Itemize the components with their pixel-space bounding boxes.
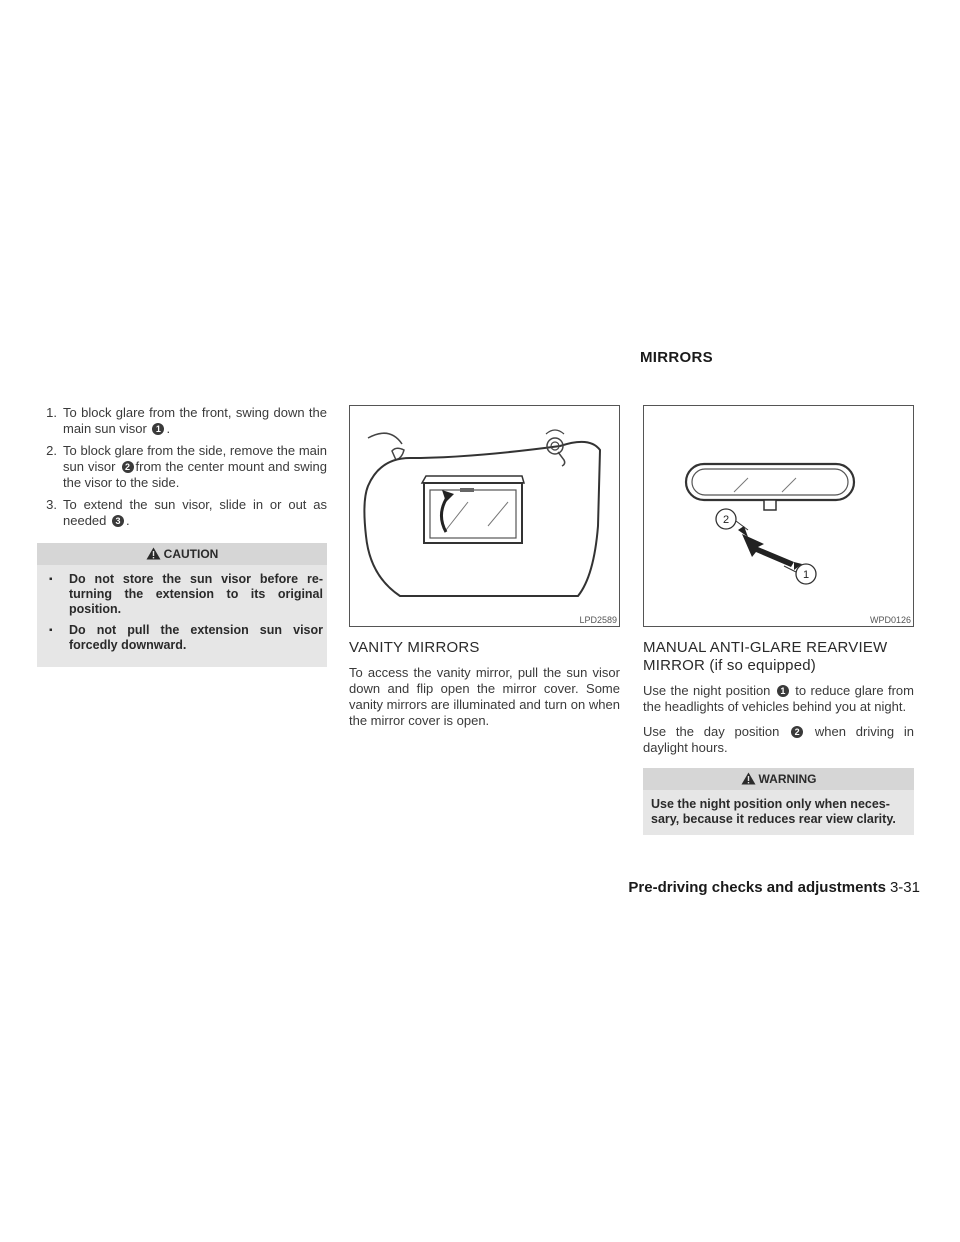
night-text-start: Use the night position [643, 683, 771, 698]
warning-box [643, 768, 914, 835]
callout-marker: 1 [152, 423, 164, 435]
callout-marker: 2 [122, 461, 134, 473]
vanity-body: To access the vanity mirror, pull the sun visor down and flip open the mirror cover. Some vanity mirrors are illuminated and turn on when the mirror cover is open. [349, 665, 620, 728]
step-text-end: . [126, 513, 130, 528]
rearview-column [643, 405, 914, 835]
rearview-heading [643, 639, 914, 675]
step-number: 3. [46, 497, 57, 512]
step-text: To block glare from the front, swing down the main sun visor [63, 405, 327, 436]
step-item [37, 405, 327, 437]
vanity-column [349, 405, 620, 738]
step-item [37, 443, 327, 491]
figure-code: WPD0126 [869, 615, 911, 625]
step-number: 2. [46, 443, 57, 458]
warning-triangle-icon [146, 547, 161, 560]
callout-marker: 2 [791, 726, 803, 738]
step-text-end: from the center mount and swing the visor to the side. [63, 459, 327, 490]
warning-triangle-icon [741, 772, 756, 785]
day-text-end: when driving in daylight hours. [643, 724, 914, 755]
day-position-text [643, 724, 914, 756]
caution-item: ▪ Do not store the sun visor before re- turning the extension to its original position. [45, 572, 323, 617]
night-text-end: to reduce glare from the headlights of vehicles behind you at night. [643, 683, 914, 714]
caution-box [37, 543, 327, 667]
rearview-heading-line2: MIRROR (if so equipped) [643, 657, 816, 674]
day-text-start: Use the day position [643, 724, 780, 739]
sun-visor-steps [37, 405, 327, 529]
sun-visor-figure [349, 405, 620, 627]
sun-visor-column [37, 405, 327, 667]
warning-text: Use the night position only when neces- sary, because it reduces rear view clarity. [651, 797, 896, 826]
callout-marker: 1 [777, 685, 789, 697]
warning-label: WARNING [758, 772, 817, 786]
rearview-heading-line1: MANUAL ANTI-GLARE REARVIEW [643, 639, 888, 656]
figure-label-day: 2 [722, 514, 730, 526]
rearview-figure [643, 405, 914, 627]
chapter-title: Pre-driving checks and adjustments [628, 879, 886, 896]
step-text-end: . [166, 421, 171, 436]
caution-header [37, 543, 327, 565]
page-number: 3-31 [889, 879, 920, 896]
step-text: To extend the sun visor, slide in or out as needed [63, 497, 327, 528]
caution-list [45, 572, 323, 653]
vanity-heading: VANITY MIRRORS [349, 639, 480, 656]
page-footer [628, 879, 920, 896]
section-heading: MIRRORS [640, 349, 713, 366]
caution-label: CAUTION [163, 547, 219, 561]
sun-visor-illustration [350, 406, 619, 626]
callout-marker: 3 [112, 515, 124, 527]
night-position-text [643, 683, 914, 715]
step-number: 1. [46, 405, 57, 420]
rearview-illustration [644, 406, 913, 626]
figure-label-night: 1 [802, 569, 810, 581]
figure-code: LPD2589 [579, 615, 617, 625]
step-text: To block glare from the side, remove the main sun visor [63, 443, 327, 474]
caution-item: ▪ Do not pull the extension sun visor forcedly downward. [45, 623, 323, 653]
warning-header [643, 768, 914, 790]
step-item [37, 497, 327, 529]
